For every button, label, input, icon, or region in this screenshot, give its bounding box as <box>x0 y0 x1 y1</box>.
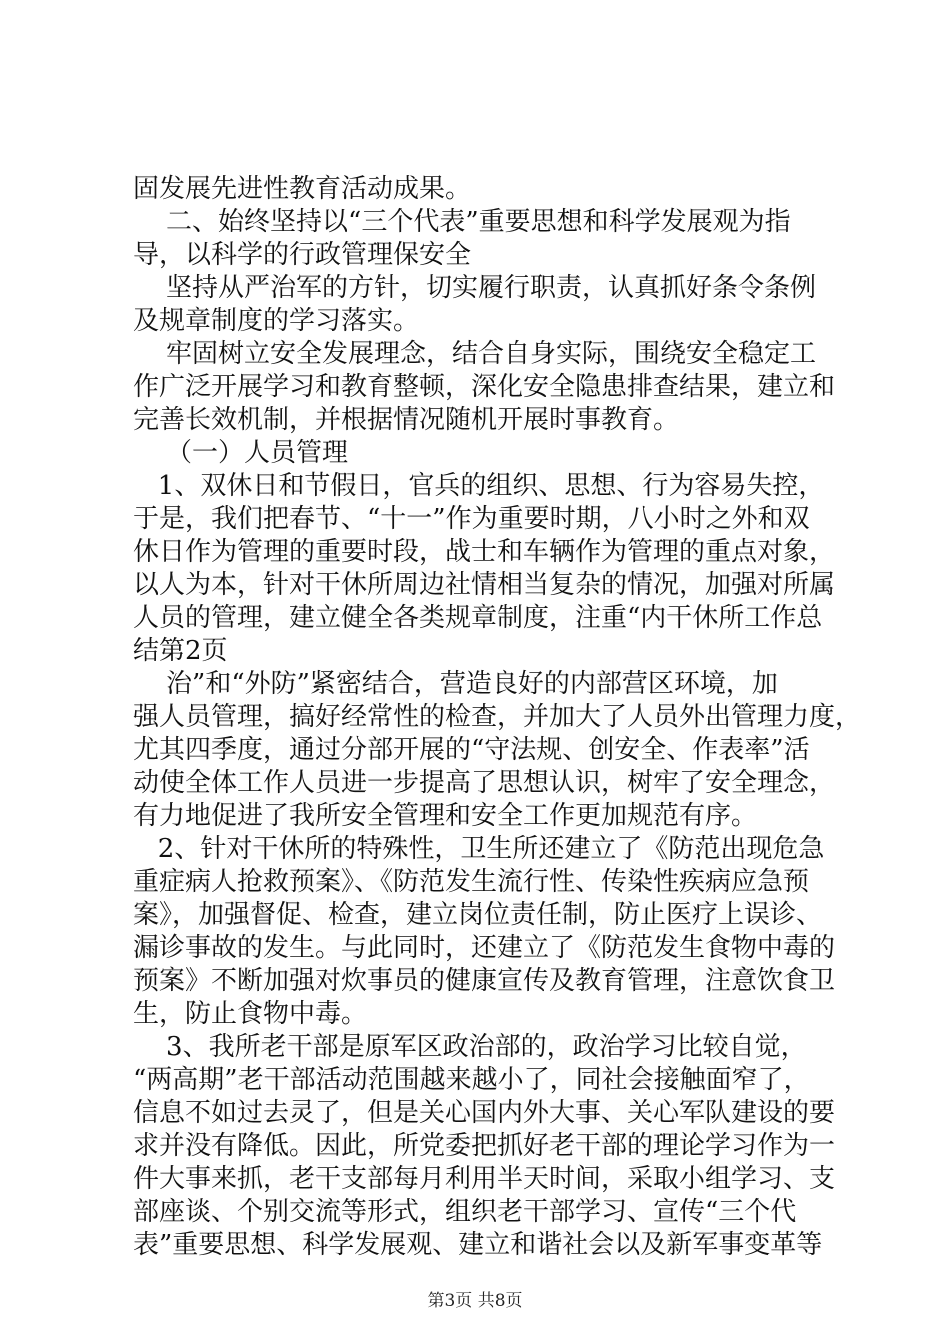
text-line: 于是，我们把春节、“十一”作为重要时期，八小时之外和双 <box>133 504 810 534</box>
text-line: 信息不如过去灵了，但是关心国内外大事、关心军队建设的要 <box>133 1098 836 1128</box>
page-number-footer: 第3页 共8页 <box>427 1291 523 1311</box>
text-line: 结第2页 <box>133 636 228 666</box>
text-line: 部座谈、个别交流等形式，组织老干部学习、宣传“三个代 <box>133 1197 797 1227</box>
text-line: 以人为本，针对干休所周边社情相当复杂的情况，加强对所属 <box>133 570 836 600</box>
text-line: 固发展先进性教育活动成果。 <box>133 174 472 204</box>
text-line: 完善长效机制，并根据情况随机开展时事教育。 <box>133 405 680 435</box>
text-line: 动使全体工作人员进一步提高了思想认识，树牢了安全理念， <box>133 768 836 798</box>
text-line: 件大事来抓，老干支部每月利用半天时间，采取小组学习、支 <box>133 1164 836 1194</box>
text-line: 及规章制度的学习落实。 <box>133 306 420 336</box>
text-line: 导，以科学的行政管理保安全 <box>133 240 472 270</box>
text-line: 二、始终坚持以“三个代表”重要思想和科学发展观为指 <box>133 207 791 237</box>
text-line: 预案》不断加强对炊事员的健康宣传及教育管理，注意饮食卫 <box>133 966 836 996</box>
text-line: 生，防止食物中毒。 <box>133 999 368 1029</box>
text-line: 牢固树立安全发展理念，结合自身实际，围绕安全稳定工 <box>133 339 817 369</box>
text-line: 漏诊事故的发生。与此同时，还建立了《防范发生食物中毒的 <box>133 933 836 963</box>
text-line: 表”重要思想、科学发展观、建立和谐社会以及新军事变革等 <box>133 1230 823 1260</box>
text-line: 尤其四季度，通过分部开展的“守法规、创安全、作表率”活 <box>133 735 810 765</box>
text-line: 1、双休日和节假日，官兵的组织、思想、行为容易失控， <box>133 471 825 501</box>
text-line: 求并没有降低。因此，所党委把抓好老干部的理论学习作为一 <box>133 1131 836 1161</box>
text-line: 治”和“外防”紧密结合，营造良好的内部营区环境，加 <box>133 669 778 699</box>
text-line: 案》，加强督促、检查，建立岗位责任制，防止医疗上误诊、 <box>133 900 823 930</box>
text-line: 重症病人抢救预案》、《防范发生流行性、传染性疾病应急预 <box>133 867 810 897</box>
text-line: 人员的管理，建立健全各类规章制度，注重“内干休所工作总 <box>133 603 823 633</box>
text-line: 2、针对干休所的特殊性，卫生所还建立了《防范出现危急 <box>133 834 825 864</box>
text-line: 休日作为管理的重要时段，战士和车辆作为管理的重点对象， <box>133 537 836 567</box>
text-line: 强人员管理，搞好经常性的检查，并加大了人员外出管理力度， <box>133 702 862 732</box>
text-line: 有力地促进了我所安全管理和安全工作更加规范有序。 <box>133 801 758 831</box>
text-line: 坚持从严治军的方针，切实履行职责，认真抓好条令条例 <box>133 273 817 303</box>
text-line: 3、我所老干部是原军区政治部的，政治学习比较自觉， <box>133 1032 807 1062</box>
text-line: 作广泛开展学习和教育整顿，深化安全隐患排查结果，建立和 <box>133 372 836 402</box>
text-line: “两高期”老干部活动范围越来越小了，同社会接触面窄了， <box>133 1065 810 1095</box>
section-heading: （一）人员管理 <box>133 438 349 468</box>
